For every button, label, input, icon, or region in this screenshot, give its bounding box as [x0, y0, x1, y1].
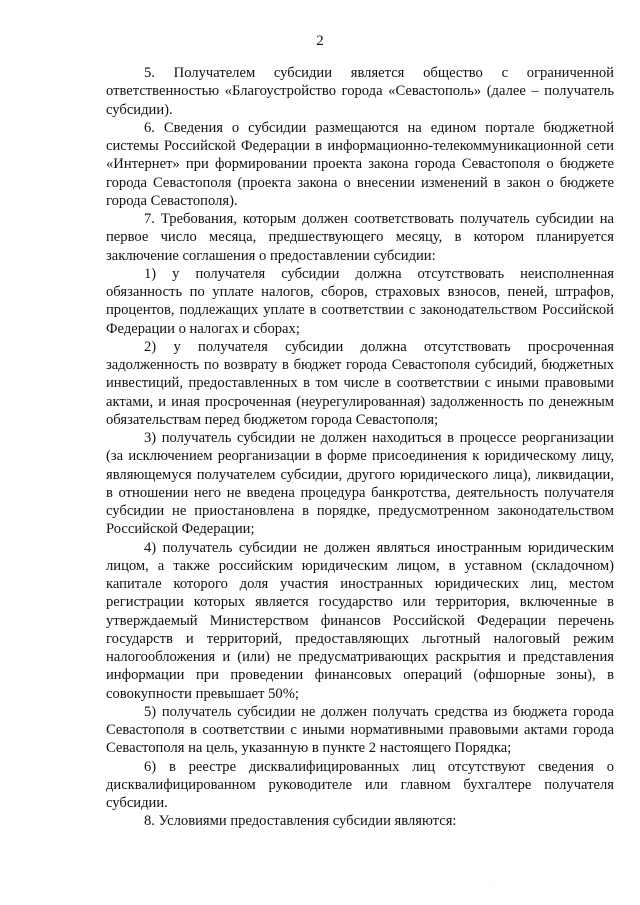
paragraph-7-item-3: 3) получатель субсидии не должен находиться в процессе реорганизации (за исключением реорганизации в форме присоединения к юридическому лицу, являющемуся получателем субсидии, другого юридического лица), ликвидации, в отношении него не введена процедура банкротства, деятельность получателя субсидии не приостановлена в порядке, предусмотренном законодательством Российской Федерации; [106, 430, 614, 538]
paragraph-7-item-1: 1) у получателя субсидии должна отсутствовать неисполненная обязанность по уплате налогов, сборов, страховых взносов, пеней, штрафов, процентов, подлежащих уплате в соответствии с законодательством Российской Федерации о налогах и сборах; [106, 265, 614, 337]
paragraph-6: 6. Сведения о субсидии размещаются на едином портале бюджетной системы Российской Федерации в информационно-телекоммуникационной сети «Интернет» при формировании проекта закона города Севастополя о бюджете города Севастополя (проекта закона о внесении изменений в закон о бюджете города Севастополя). [106, 119, 614, 209]
paragraph-5: 5. Получателем субсидии является общество с ограниченной ответственностью «Благоустройство города «Севастополь» (далее – получатель субсидии). [106, 65, 614, 118]
paragraph-7-item-5: 5) получатель субсидии не должен получать средства из бюджета города Севастополя в соответствии с иными нормативными правовыми актами города Севастополя на цель, указанную в пункте 2 настоящего Порядка; [106, 703, 614, 757]
paragraph-7-item-6: 6) в реестре дисквалифицированных лиц отсутствуют сведения о дисквалифицированном руководителе или главном бухгалтере получателя субсидии. [106, 758, 614, 811]
paragraph-7-item-2: 2) у получателя субсидии должна отсутствовать просроченная задолженность по возврату в бюджет города Севастополя субсидий, бюджетных инвестиций, предоставленных в том числе в соответствии с иными правовыми актами, и иная просроченная (неурегулированная) задолженность по денежным обязательствам перед бюджетом города Севастополя; [106, 338, 614, 428]
paragraph-7-item-4: 4) получатель субсидии не должен являться иностранным юридическим лицом, а также российским юридическим лицом, в уставном (складочном) капитале которого доля участия иностранных юридических лиц, местом регистрации которых является государство или территория, включенные в утверждаемый Министерством финансов Российской Федерации перечень государств и территорий, предоставляющих льготный налоговый режим налогообложения и (или) не предусматривающих раскрытия и представления информации при проведении финансовых операций (офшорные зоны), в совокупности превышает 50%; [106, 539, 614, 702]
document-body [106, 64, 614, 831]
page-number: 2 [316, 33, 324, 49]
paragraph-8: 8. Условиями предоставления субсидии являются: [144, 813, 457, 830]
scan-artifact: · · [488, 884, 494, 890]
paragraph-7: 7. Требования, которым должен соответствовать получатель субсидии на первое число месяца, предшествующего месяцу, в котором планируется заключение соглашения о предоставлении субсидии: [106, 211, 614, 264]
